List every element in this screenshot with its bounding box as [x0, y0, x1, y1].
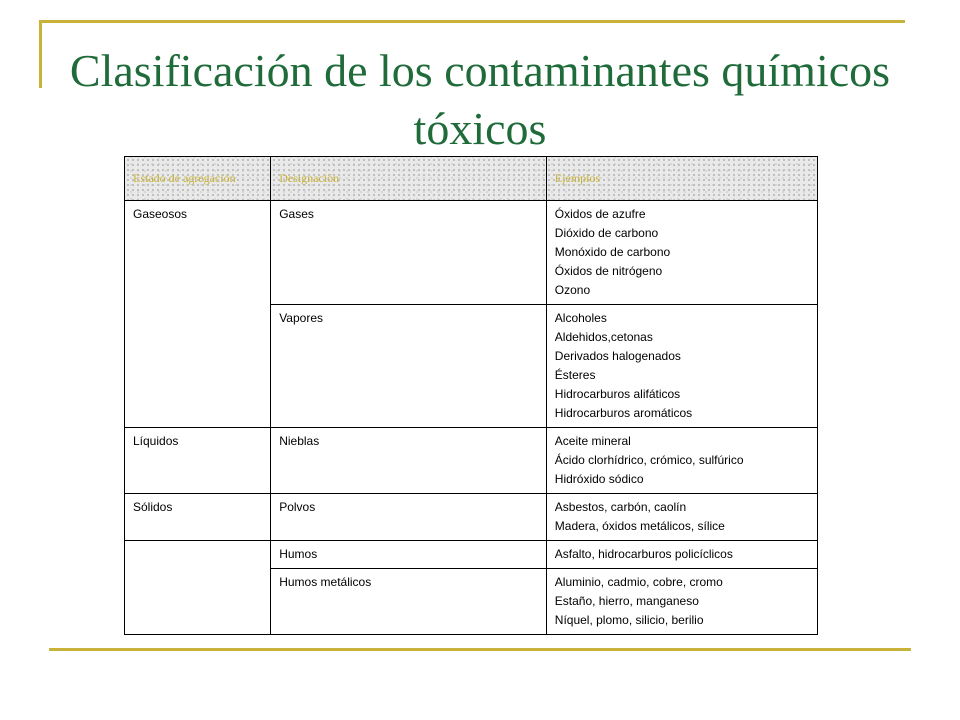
ejemplo-item: Asbestos, carbón, caolín	[554, 500, 687, 514]
ejemplos-cell	[546, 428, 817, 494]
ejemplo-item: Monóxido de carbono	[554, 245, 671, 259]
ejemplo-item: Asfalto, hidrocarburos policíclicos	[554, 547, 733, 561]
estado-cell: Gaseosos	[125, 201, 271, 428]
header-ejemplos: Ejemplos	[546, 157, 817, 201]
ejemplo-item: Aldehidos,cetonas	[554, 330, 653, 344]
ejemplo-item: Aceite mineral	[554, 434, 631, 448]
header-designacion: Designación	[271, 157, 547, 201]
ejemplo-item: Dióxido de carbono	[554, 226, 659, 240]
ejemplo-item: Níquel, plomo, silicio, berilio	[554, 613, 704, 627]
estado-cell: Sólidos	[125, 494, 271, 541]
ejemplo-item: Derivados halogenados	[554, 349, 681, 363]
top-accent-line	[39, 20, 905, 23]
ejemplos-cell	[546, 541, 817, 569]
designacion-cell: Polvos	[271, 494, 547, 541]
ejemplos-cell	[546, 569, 817, 635]
ejemplo-item: Hidróxido sódico	[554, 472, 644, 486]
designacion-cell: Humos metálicos	[271, 569, 547, 635]
estado-cell	[125, 541, 271, 635]
table-row	[125, 201, 818, 305]
table-header-row	[125, 157, 818, 201]
ejemplo-item: Ozono	[554, 283, 591, 297]
header-estado: Estado de agregación	[125, 157, 271, 201]
left-accent-line	[39, 20, 42, 88]
ejemplo-item: Madera, óxidos metálicos, sílice	[554, 519, 725, 533]
table-row	[125, 541, 818, 569]
ejemplo-item: Ácido clorhídrico, crómico, sulfúrico	[554, 453, 744, 467]
estado-cell: Líquidos	[125, 428, 271, 494]
ejemplos-cell	[546, 305, 817, 428]
designacion-cell: Gases	[271, 201, 547, 305]
ejemplo-item: Óxidos de azufre	[554, 207, 646, 221]
table-row	[125, 494, 818, 541]
designacion-cell: Nieblas	[271, 428, 547, 494]
ejemplo-item: Hidrocarburos aromáticos	[554, 406, 693, 420]
ejemplo-item: Hidrocarburos alifáticos	[554, 387, 681, 401]
page-title: Clasificación de los contaminantes químicos tóxicos	[69, 45, 891, 154]
designacion-cell: Humos	[271, 541, 547, 569]
ejemplos-cell	[546, 494, 817, 541]
bottom-accent-line	[49, 648, 911, 651]
table-row	[125, 428, 818, 494]
ejemplo-item: Ésteres	[554, 368, 596, 382]
ejemplo-item: Estaño, hierro, manganeso	[554, 594, 699, 608]
ejemplos-cell	[546, 201, 817, 305]
classification-table	[124, 156, 818, 635]
designacion-cell: Vapores	[271, 305, 547, 428]
ejemplo-item: Alcoholes	[554, 311, 607, 325]
ejemplo-item: Aluminio, cadmio, cobre, cromo	[554, 575, 723, 589]
ejemplo-item: Óxidos de nitrógeno	[554, 264, 663, 278]
